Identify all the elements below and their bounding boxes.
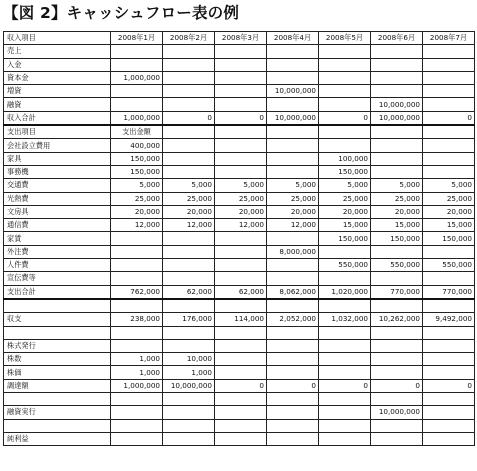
column-header-item: 収入項目: [4, 32, 111, 45]
table-row: [4, 85, 475, 98]
table-cell: 100,000: [319, 152, 371, 165]
table-cell: [163, 326, 215, 339]
table-cell: [111, 299, 163, 313]
table-row: [4, 326, 475, 339]
table-cell: [267, 98, 319, 111]
table-cell: 15,000: [319, 219, 371, 232]
table-cell: 5,000: [423, 179, 475, 192]
table-cell: [163, 232, 215, 245]
table-cell: 150,000: [319, 165, 371, 178]
table-cell: [371, 393, 423, 406]
table-row: [4, 299, 475, 313]
row-label: 融資: [4, 98, 111, 111]
table-cell: [163, 393, 215, 406]
table-cell: 0: [215, 379, 267, 392]
table-row: [4, 272, 475, 285]
table-cell: [215, 259, 267, 272]
table-row: [4, 58, 475, 71]
table-cell: [163, 259, 215, 272]
table-cell: 支出金額: [111, 125, 163, 139]
table-cell: [371, 366, 423, 379]
table-cell: [111, 232, 163, 245]
table-cell: [371, 139, 423, 152]
table-cell: 10,262,000: [371, 313, 423, 326]
table-row: [4, 393, 475, 406]
table-cell: [215, 45, 267, 58]
table-cell: [371, 245, 423, 258]
table-cell: [423, 366, 475, 379]
row-label: 資本金: [4, 71, 111, 84]
table-cell: 10,000,000: [371, 111, 423, 125]
table-row: [4, 98, 475, 111]
row-label: 株価: [4, 366, 111, 379]
table-cell: [215, 419, 267, 432]
table-row: [4, 219, 475, 232]
row-label: [4, 326, 111, 339]
row-label: 交通費: [4, 179, 111, 192]
table-cell: [163, 165, 215, 178]
table-row: [4, 232, 475, 245]
table-cell: 12,000: [215, 219, 267, 232]
table-cell: 25,000: [267, 192, 319, 205]
table-cell: 2,052,000: [267, 313, 319, 326]
table-cell: [267, 353, 319, 366]
row-label: 会社設立費用: [4, 139, 111, 152]
table-row: [4, 313, 475, 326]
table-cell: [163, 432, 215, 445]
table-cell: [215, 98, 267, 111]
table-row: [4, 179, 475, 192]
table-cell: 12,000: [163, 219, 215, 232]
table-cell: 0: [267, 379, 319, 392]
table-cell: [215, 71, 267, 84]
table-cell: 20,000: [423, 205, 475, 218]
table-cell: [371, 326, 423, 339]
table-cell: [371, 419, 423, 432]
table-cell: 20,000: [111, 205, 163, 218]
row-label: 収支: [4, 313, 111, 326]
row-label: 調達額: [4, 379, 111, 392]
table-row: [4, 139, 475, 152]
table-cell: 114,000: [215, 313, 267, 326]
table-cell: [319, 299, 371, 313]
table-row: [4, 406, 475, 419]
table-cell: [371, 85, 423, 98]
table-cell: [215, 272, 267, 285]
table-cell: [423, 45, 475, 58]
table-row: [4, 339, 475, 352]
table-cell: [319, 272, 371, 285]
table-cell: 1,000,000: [111, 379, 163, 392]
table-cell: [111, 98, 163, 111]
table-cell: [267, 259, 319, 272]
table-cell: [267, 366, 319, 379]
column-header-month: 2008年4月: [267, 32, 319, 45]
table-cell: [319, 406, 371, 419]
table-row: [4, 205, 475, 218]
table-cell: [111, 245, 163, 258]
table-cell: 1,000,000: [111, 111, 163, 125]
table-cell: [163, 139, 215, 152]
table-cell: [267, 58, 319, 71]
table-cell: 5,000: [111, 179, 163, 192]
table-cell: [215, 85, 267, 98]
table-row: [4, 366, 475, 379]
table-cell: 550,000: [423, 259, 475, 272]
table-cell: 0: [423, 111, 475, 125]
column-header-month: 2008年3月: [215, 32, 267, 45]
row-label: 株数: [4, 353, 111, 366]
table-cell: [163, 272, 215, 285]
table-cell: [371, 58, 423, 71]
table-cell: [423, 71, 475, 84]
table-cell: [423, 85, 475, 98]
row-label: 文房具: [4, 205, 111, 218]
table-cell: 10,000,000: [267, 111, 319, 125]
row-label: 融資実行: [4, 406, 111, 419]
table-cell: 20,000: [215, 205, 267, 218]
row-label: 通信費: [4, 219, 111, 232]
table-cell: 1,000,000: [111, 71, 163, 84]
table-cell: [215, 125, 267, 139]
table-cell: 62,000: [163, 285, 215, 299]
table-cell: 550,000: [371, 259, 423, 272]
table-cell: 62,000: [215, 285, 267, 299]
table-cell: [371, 432, 423, 445]
table-cell: [215, 366, 267, 379]
table-cell: 12,000: [111, 219, 163, 232]
table-cell: 1,032,000: [319, 313, 371, 326]
table-cell: 238,000: [111, 313, 163, 326]
table-cell: [111, 419, 163, 432]
cash-flow-table: [3, 31, 475, 446]
table-cell: [215, 58, 267, 71]
row-label: 入金: [4, 58, 111, 71]
row-label: 人件費: [4, 259, 111, 272]
table-cell: 5,000: [163, 179, 215, 192]
table-cell: [267, 419, 319, 432]
table-cell: [111, 45, 163, 58]
table-cell: 0: [215, 111, 267, 125]
table-cell: [319, 245, 371, 258]
table-row: [4, 419, 475, 432]
table-cell: [163, 406, 215, 419]
cash-flow-body: [4, 32, 475, 446]
table-row: [4, 111, 475, 125]
table-cell: [423, 58, 475, 71]
table-cell: [371, 353, 423, 366]
table-cell: [215, 353, 267, 366]
table-cell: [423, 245, 475, 258]
table-cell: [319, 326, 371, 339]
table-cell: [423, 326, 475, 339]
table-cell: 0: [163, 111, 215, 125]
table-cell: [319, 45, 371, 58]
table-cell: [163, 152, 215, 165]
table-cell: [111, 85, 163, 98]
table-cell: [423, 406, 475, 419]
row-label: 外注費: [4, 245, 111, 258]
table-cell: [267, 45, 319, 58]
table-cell: [111, 326, 163, 339]
table-cell: [163, 45, 215, 58]
table-row: [4, 245, 475, 258]
table-cell: [267, 152, 319, 165]
row-label: 家賃: [4, 232, 111, 245]
table-cell: 25,000: [111, 192, 163, 205]
table-cell: 150,000: [423, 232, 475, 245]
table-cell: [111, 259, 163, 272]
table-cell: [267, 326, 319, 339]
table-row: [4, 125, 475, 139]
row-label: 家具: [4, 152, 111, 165]
table-row: [4, 192, 475, 205]
row-label: 支出項目: [4, 125, 111, 139]
table-cell: 762,000: [111, 285, 163, 299]
table-cell: [423, 432, 475, 445]
table-cell: [215, 326, 267, 339]
table-cell: [371, 339, 423, 352]
table-cell: [267, 165, 319, 178]
table-cell: [111, 339, 163, 352]
table-cell: 1,000: [111, 353, 163, 366]
table-cell: [423, 165, 475, 178]
table-cell: [163, 85, 215, 98]
table-cell: 5,000: [371, 179, 423, 192]
table-cell: [319, 139, 371, 152]
row-label: 収入合計: [4, 111, 111, 125]
table-cell: [267, 432, 319, 445]
table-cell: [423, 353, 475, 366]
table-cell: 176,000: [163, 313, 215, 326]
table-cell: 8,062,000: [267, 285, 319, 299]
table-cell: 15,000: [371, 219, 423, 232]
row-label: 純利益: [4, 432, 111, 445]
table-cell: [267, 232, 319, 245]
table-cell: [423, 393, 475, 406]
table-cell: [215, 232, 267, 245]
table-cell: 20,000: [319, 205, 371, 218]
table-cell: [111, 406, 163, 419]
table-cell: [371, 299, 423, 313]
column-header-month: 2008年6月: [371, 32, 423, 45]
table-cell: [319, 366, 371, 379]
document-title: 【図 2】キャッシュフロー表の例: [3, 4, 240, 22]
table-cell: [163, 339, 215, 352]
table-cell: [371, 272, 423, 285]
table-cell: 20,000: [163, 205, 215, 218]
table-cell: [371, 71, 423, 84]
table-cell: [163, 419, 215, 432]
table-cell: [423, 98, 475, 111]
table-cell: [267, 272, 319, 285]
table-cell: [371, 125, 423, 139]
column-header-month: 2008年2月: [163, 32, 215, 45]
table-cell: [267, 299, 319, 313]
header-row: [4, 32, 475, 45]
table-cell: [267, 139, 319, 152]
table-cell: 1,020,000: [319, 285, 371, 299]
table-cell: 0: [319, 111, 371, 125]
table-cell: [371, 152, 423, 165]
table-cell: 25,000: [215, 192, 267, 205]
table-cell: [267, 71, 319, 84]
table-cell: 25,000: [163, 192, 215, 205]
table-cell: 1,000: [163, 366, 215, 379]
table-cell: 150,000: [371, 232, 423, 245]
row-label: 宣伝費等: [4, 272, 111, 285]
table-row: [4, 353, 475, 366]
row-label: 増資: [4, 85, 111, 98]
table-cell: [371, 165, 423, 178]
table-cell: [371, 45, 423, 58]
table-cell: 150,000: [111, 165, 163, 178]
table-row: [4, 379, 475, 392]
table-cell: 770,000: [423, 285, 475, 299]
table-cell: [163, 71, 215, 84]
table-cell: [267, 393, 319, 406]
table-cell: 10,000: [163, 353, 215, 366]
table-cell: [319, 339, 371, 352]
table-cell: [319, 71, 371, 84]
row-label: [4, 299, 111, 313]
table-cell: 550,000: [319, 259, 371, 272]
table-cell: [163, 58, 215, 71]
table-cell: [163, 299, 215, 313]
table-cell: [111, 58, 163, 71]
column-header-month: 2008年5月: [319, 32, 371, 45]
table-row: [4, 259, 475, 272]
table-cell: 10,000,000: [371, 406, 423, 419]
table-cell: [423, 419, 475, 432]
table-cell: 25,000: [371, 192, 423, 205]
table-row: [4, 71, 475, 84]
table-cell: [319, 58, 371, 71]
table-cell: 10,000,000: [267, 85, 319, 98]
table-cell: [111, 272, 163, 285]
table-row: [4, 432, 475, 445]
table-cell: [163, 125, 215, 139]
table-cell: [319, 353, 371, 366]
table-cell: 10,000,000: [163, 379, 215, 392]
row-label: [4, 419, 111, 432]
row-label: 株式発行: [4, 339, 111, 352]
table-cell: [163, 245, 215, 258]
table-cell: [163, 98, 215, 111]
row-label: 支出合計: [4, 285, 111, 299]
table-cell: [267, 339, 319, 352]
row-label: [4, 393, 111, 406]
table-cell: [111, 393, 163, 406]
table-cell: [319, 125, 371, 139]
table-cell: [423, 125, 475, 139]
table-cell: [215, 152, 267, 165]
column-header-month: 2008年7月: [423, 32, 475, 45]
table-cell: 15,000: [423, 219, 475, 232]
table-cell: [319, 432, 371, 445]
table-cell: 0: [423, 379, 475, 392]
table-cell: 20,000: [371, 205, 423, 218]
table-cell: [215, 245, 267, 258]
table-cell: [319, 85, 371, 98]
table-row: [4, 152, 475, 165]
table-cell: [423, 339, 475, 352]
table-cell: [215, 139, 267, 152]
table-cell: 20,000: [267, 205, 319, 218]
column-header-month: 2008年1月: [111, 32, 163, 45]
table-cell: [215, 299, 267, 313]
table-cell: [215, 406, 267, 419]
table-cell: [111, 432, 163, 445]
row-label: 事務機: [4, 165, 111, 178]
table-cell: [215, 432, 267, 445]
table-cell: [215, 339, 267, 352]
table-cell: 8,000,000: [267, 245, 319, 258]
table-cell: 25,000: [423, 192, 475, 205]
table-cell: 0: [371, 379, 423, 392]
table-cell: 0: [319, 379, 371, 392]
table-cell: 400,000: [111, 139, 163, 152]
table-cell: 10,000,000: [371, 98, 423, 111]
table-cell: [267, 406, 319, 419]
table-row: [4, 45, 475, 58]
table-cell: [215, 165, 267, 178]
row-label: 売上: [4, 45, 111, 58]
table-cell: [215, 393, 267, 406]
table-row: [4, 285, 475, 299]
row-label: 光熱費: [4, 192, 111, 205]
table-cell: 1,000: [111, 366, 163, 379]
table-cell: 150,000: [319, 232, 371, 245]
table-cell: 5,000: [215, 179, 267, 192]
table-cell: 9,492,000: [423, 313, 475, 326]
table-cell: [319, 98, 371, 111]
table-cell: 5,000: [319, 179, 371, 192]
table-cell: [267, 125, 319, 139]
table-cell: 5,000: [267, 179, 319, 192]
table-cell: [423, 139, 475, 152]
table-row: [4, 165, 475, 178]
table-cell: 150,000: [111, 152, 163, 165]
table-cell: 25,000: [319, 192, 371, 205]
table-cell: [423, 272, 475, 285]
table-cell: [319, 393, 371, 406]
table-cell: [423, 152, 475, 165]
table-cell: 770,000: [371, 285, 423, 299]
table-cell: 12,000: [267, 219, 319, 232]
table-cell: [423, 299, 475, 313]
table-cell: [319, 419, 371, 432]
